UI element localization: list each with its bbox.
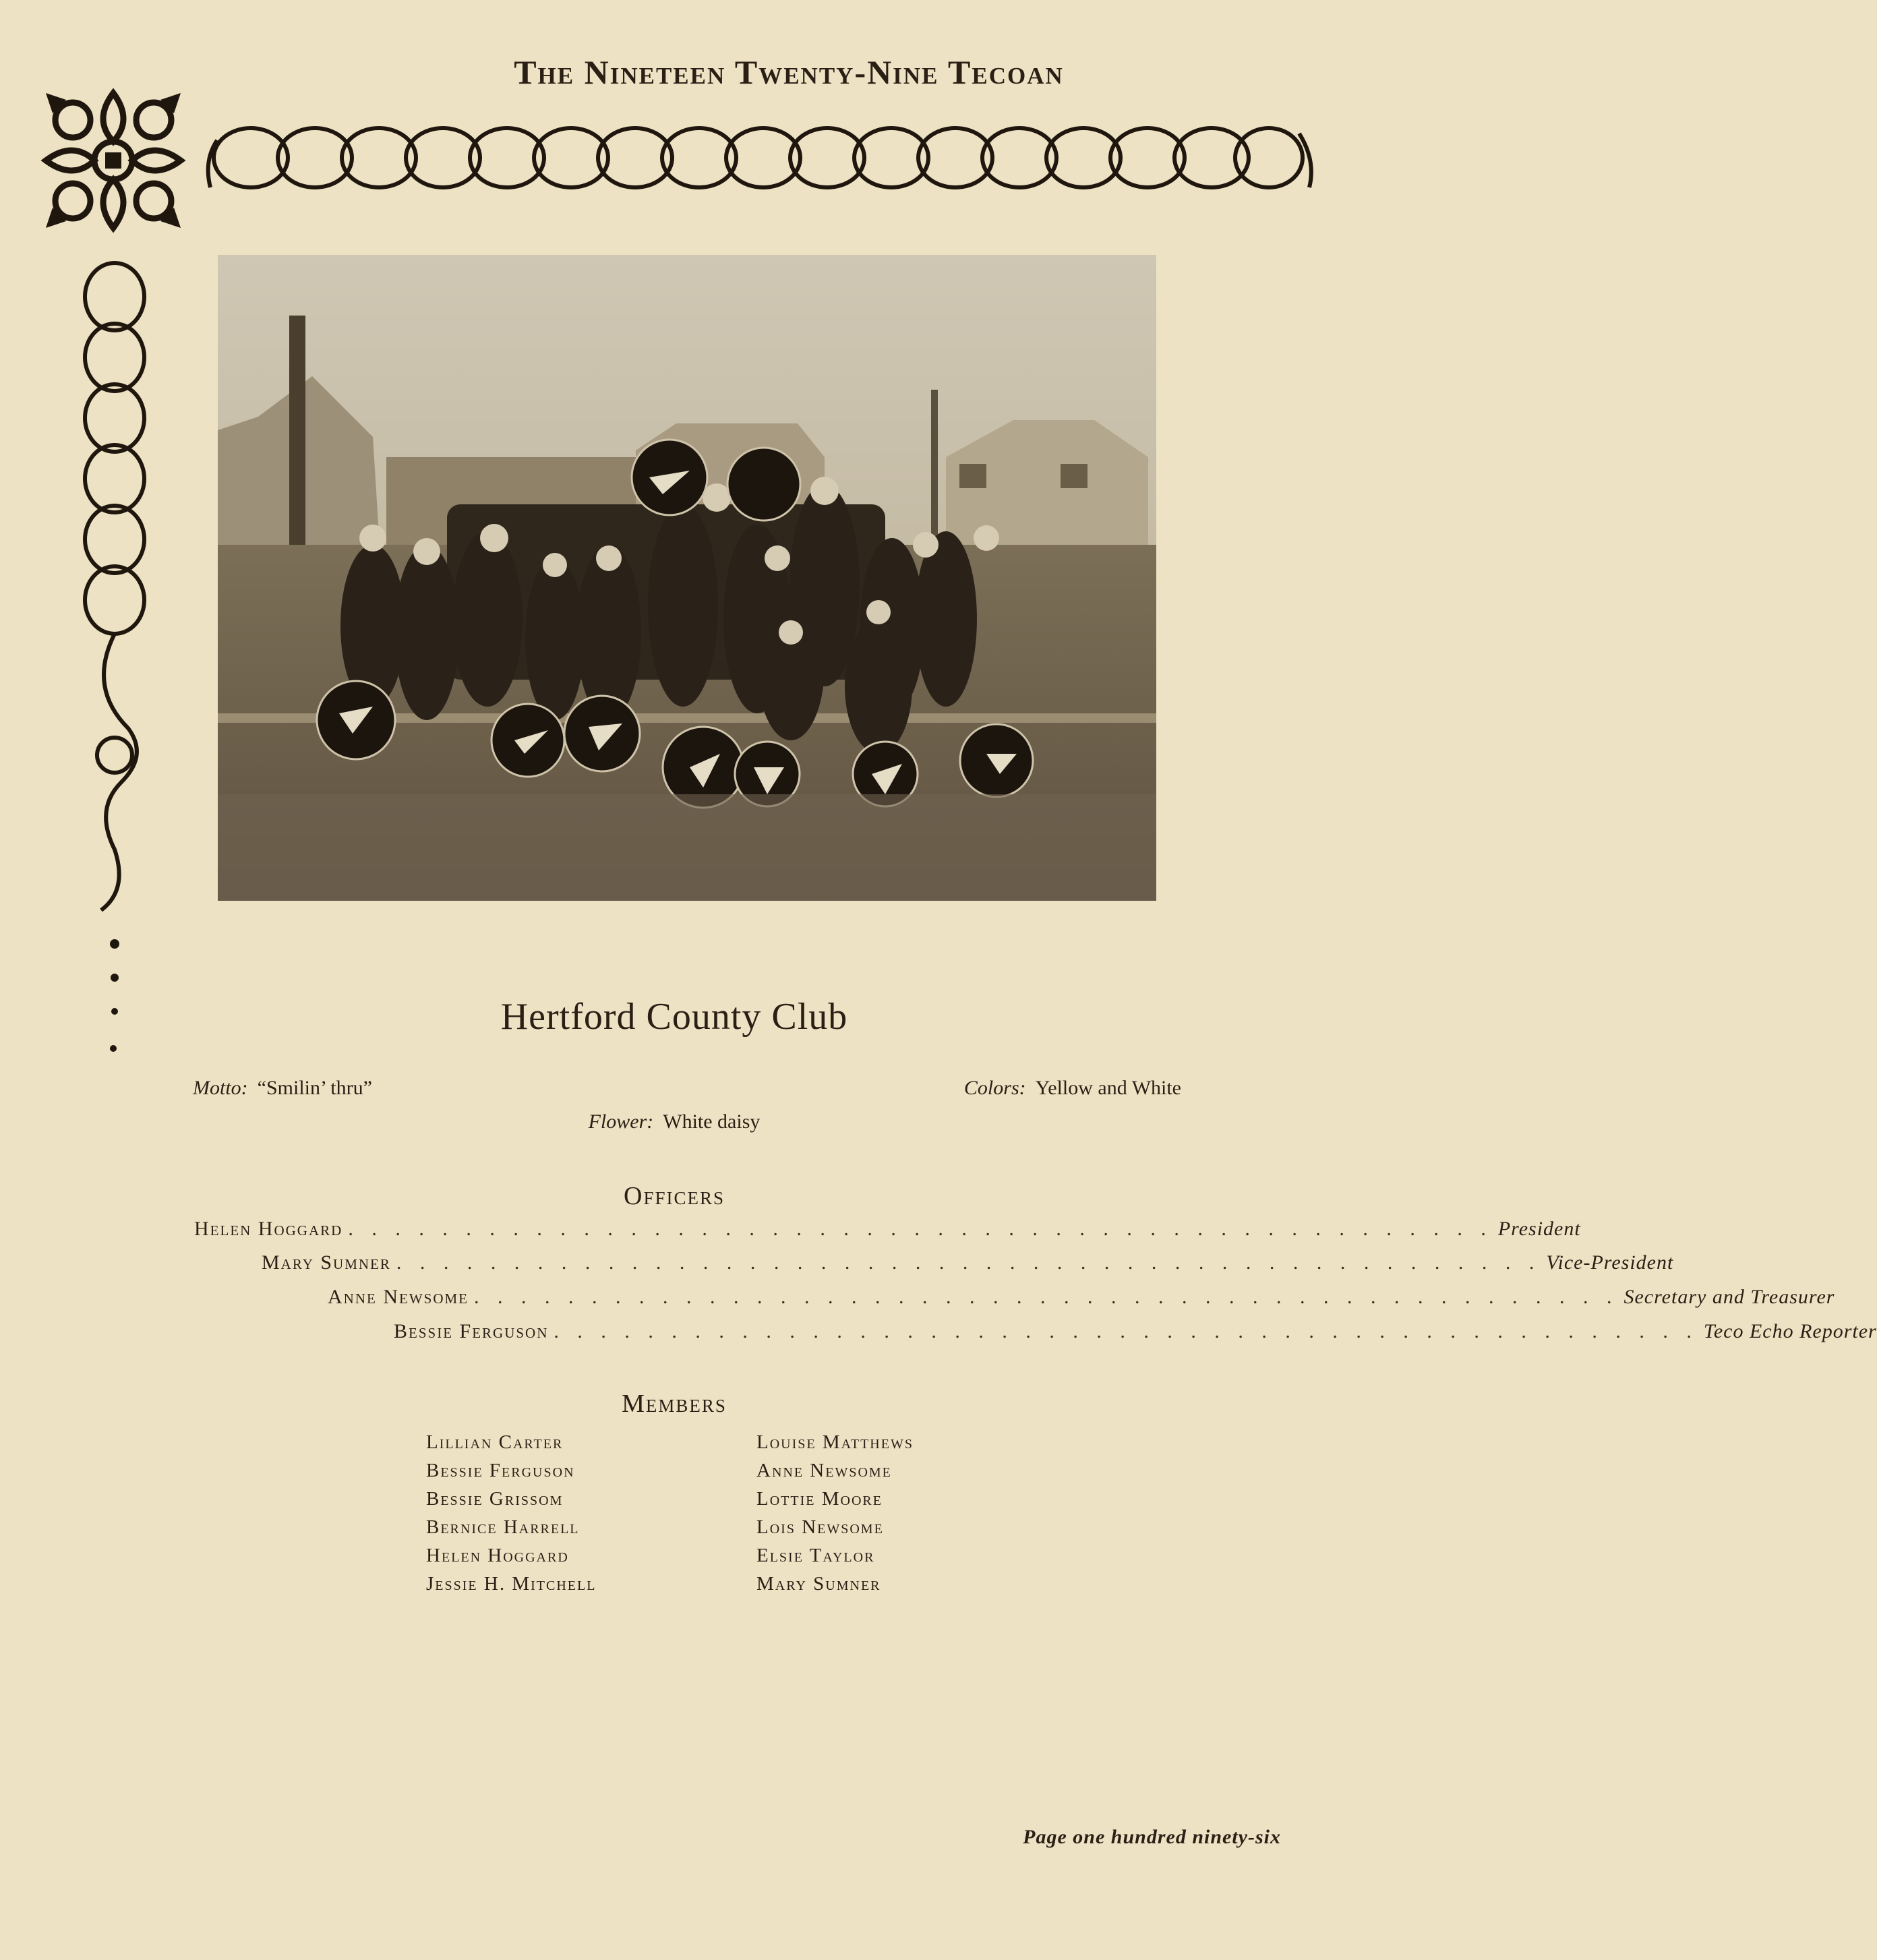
member-name: Jessie H. Mitchell <box>426 1573 597 1595</box>
officer-title: President <box>1497 1218 1581 1240</box>
motto-value: “Smilin’ thru” <box>257 1077 372 1099</box>
officer-name: Bessie Ferguson <box>394 1320 549 1342</box>
members-list-left <box>426 1428 596 1598</box>
flower-label: Flower: <box>588 1110 654 1133</box>
officer-row <box>194 1218 1581 1241</box>
officer-row <box>394 1320 1877 1343</box>
member-name: Helen Hoggard <box>426 1545 569 1566</box>
dot-leader: . . . . . . . . . . . . . . . . . . . . . . . . . . . . . . . . . . . . . . . . . . . . . . . . . <box>473 1286 1619 1308</box>
motto-label: Motto: <box>193 1077 248 1099</box>
member-name: Bessie Ferguson <box>426 1460 575 1481</box>
member-name: Lillian Carter <box>426 1431 564 1453</box>
officer-title: Vice-President <box>1546 1251 1674 1274</box>
member-name: Bernice Harrell <box>426 1516 580 1538</box>
officer-row <box>262 1251 1674 1274</box>
member-name: Anne Newsome <box>756 1460 892 1481</box>
club-flower <box>0 1110 1348 1133</box>
club-colors <box>964 1077 1181 1100</box>
officer-row <box>328 1286 1835 1309</box>
member-name: Mary Sumner <box>756 1573 881 1595</box>
dot-leader: . . . . . . . . . . . . . . . . . . . . . . . . . . . . . . . . . . . . . . . . . . . . . . . . . <box>348 1218 1493 1240</box>
colors-label: Colors: <box>963 1077 1026 1099</box>
colors-value: Yellow and White <box>1035 1077 1181 1099</box>
member-name: Bessie Grissom <box>426 1488 564 1510</box>
scroll-border-ornament <box>204 120 1317 196</box>
corner-ornament-icon <box>32 80 194 241</box>
flower-value: White daisy <box>663 1110 761 1133</box>
yearbook-header-title: The Nineteen Twenty-Nine Tecoan <box>514 53 1064 91</box>
club-motto <box>193 1077 372 1100</box>
officers-heading: Officers <box>624 1182 725 1210</box>
officer-name: Mary Sumner <box>262 1251 391 1274</box>
officer-title: Teco Echo Reporter <box>1703 1320 1877 1342</box>
page-number-label: Page one hundred ninety-six <box>1023 1826 1281 1848</box>
members-heading: Members <box>622 1390 727 1418</box>
members-list-right <box>756 1428 914 1598</box>
member-name: Louise Matthews <box>756 1431 914 1453</box>
dot-leader: . . . . . . . . . . . . . . . . . . . . . . . . . . . . . . . . . . . . . . . . . . . . . . . . . <box>554 1320 1698 1342</box>
member-name: Elsie Taylor <box>756 1545 875 1566</box>
member-name: Lois Newsome <box>756 1516 884 1538</box>
vertical-scroll-ornament <box>74 256 155 917</box>
member-name: Lottie Moore <box>756 1488 883 1510</box>
club-name-heading: Hertford County Club <box>500 996 848 1038</box>
club-group-photo <box>218 255 1156 901</box>
dot-leader: . . . . . . . . . . . . . . . . . . . . . . . . . . . . . . . . . . . . . . . . . . . . . . . . . <box>396 1251 1541 1274</box>
officer-name: Anne Newsome <box>328 1286 469 1308</box>
officer-name: Helen Hoggard <box>194 1218 343 1240</box>
officer-title: Secretary and Treasurer <box>1623 1286 1835 1308</box>
